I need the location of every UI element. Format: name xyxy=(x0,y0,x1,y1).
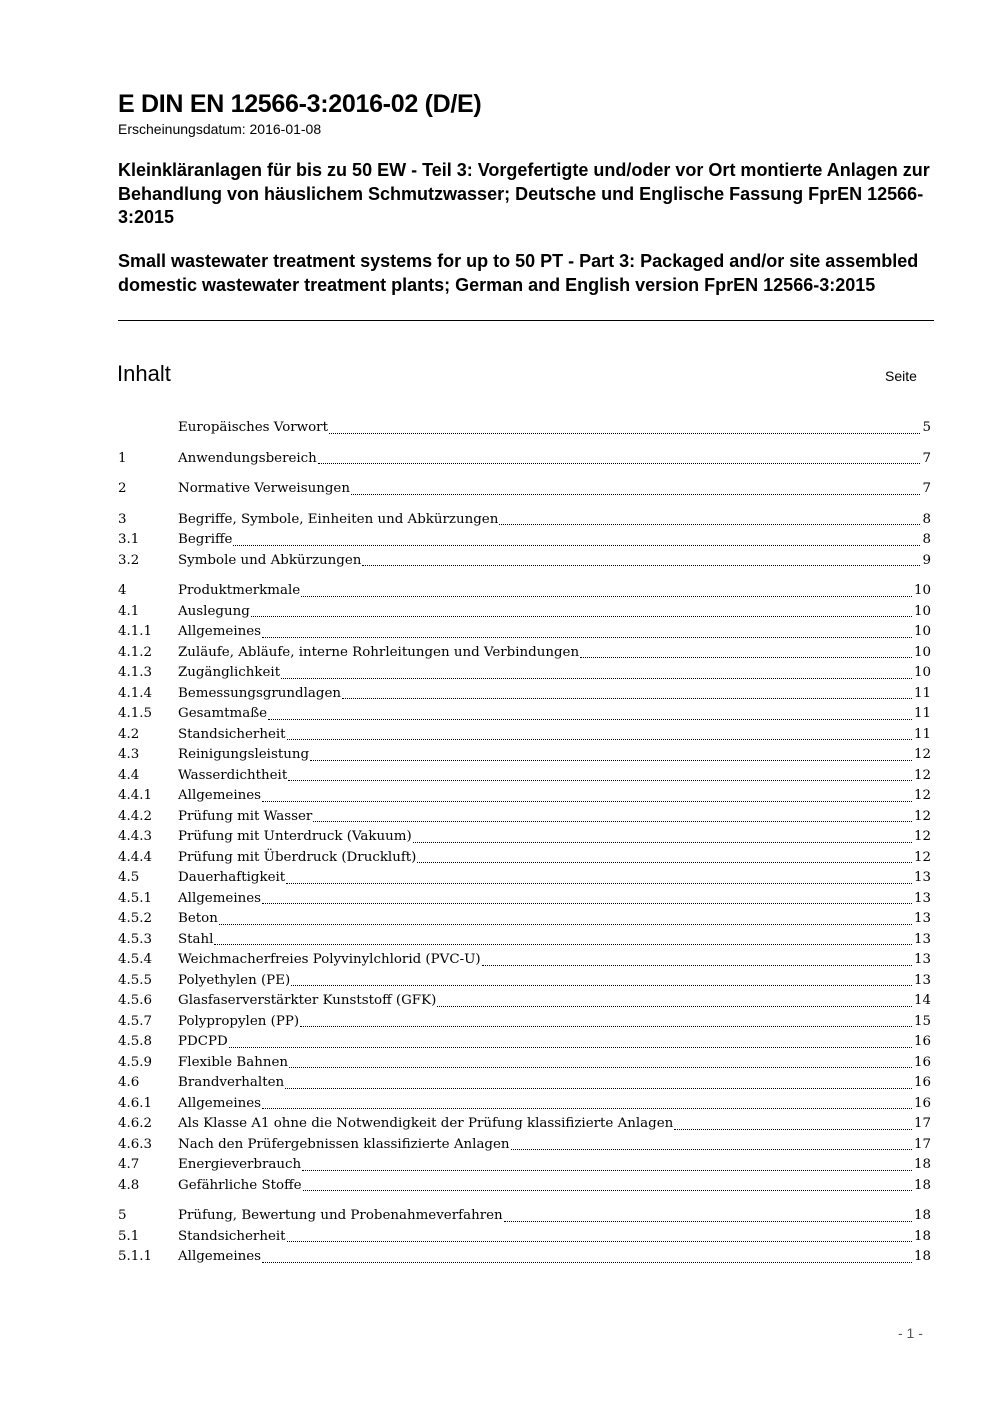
toc-entry-title[interactable]: Allgemeines xyxy=(178,1095,262,1111)
toc-entry[interactable] xyxy=(118,725,931,746)
toc-entry-title[interactable]: Wasserdichtheit xyxy=(178,767,288,783)
toc-entry-title[interactable]: Begriffe, Symbole, Einheiten und Abkürzungen xyxy=(178,511,499,527)
toc-entry-number: 4.5.3 xyxy=(118,931,153,947)
toc-dot-leader xyxy=(511,1148,912,1150)
toc-dot-leader xyxy=(262,1107,912,1109)
toc-entry-title[interactable]: Glasfaserverstärkter Kunststoff (GFK) xyxy=(178,993,437,1008)
toc-entry-title[interactable]: Nach den Prüfergebnissen klassifizierte Anlagen xyxy=(178,1136,510,1152)
toc-entry[interactable] xyxy=(118,418,931,439)
toc-entry-title[interactable]: Zugänglichkeit xyxy=(178,665,281,680)
toc-entry[interactable] xyxy=(118,745,931,766)
toc-entry[interactable] xyxy=(118,1012,931,1033)
toc-entry[interactable] xyxy=(118,581,931,602)
toc-entry[interactable] xyxy=(118,622,931,643)
toc-dot-leader xyxy=(233,544,920,546)
toc-dot-leader xyxy=(362,564,920,566)
toc-entry-number: 5 xyxy=(118,1208,127,1223)
toc-dot-leader xyxy=(262,902,912,904)
toc-entry-title[interactable]: Allgemeines xyxy=(178,788,262,803)
toc-entry-number: 4.1.3 xyxy=(118,665,153,680)
toc-entry-page[interactable]: 13 xyxy=(913,890,931,906)
toc-entry-title[interactable]: Beton xyxy=(178,911,218,926)
toc-entry[interactable] xyxy=(118,684,931,705)
toc-entry-title[interactable]: Polypropylen (PP) xyxy=(178,1013,300,1029)
toc-entry-number: 4.5.4 xyxy=(118,952,153,967)
toc-entry[interactable] xyxy=(118,909,931,930)
toc-entry-title[interactable]: Allgemeines xyxy=(178,624,262,639)
toc-entry-page[interactable]: 15 xyxy=(913,1013,931,1029)
toc-entry[interactable] xyxy=(118,551,931,572)
toc-entry-title[interactable]: Prüfung, Bewertung und Probenahmeverfahren xyxy=(178,1208,503,1223)
toc-entry-title[interactable]: Produktmerkmale xyxy=(178,583,301,598)
toc-dot-leader xyxy=(262,1261,912,1263)
toc-entry-number: 3.1 xyxy=(118,532,140,547)
toc-dot-leader xyxy=(301,595,912,597)
toc-dot-leader xyxy=(318,462,921,464)
toc-dot-leader xyxy=(262,636,912,638)
toc-entry-page[interactable]: 12 xyxy=(913,849,931,865)
toc-dot-leader xyxy=(251,615,912,617)
toc-dot-leader xyxy=(580,656,912,658)
toc-entry-title[interactable]: Reinigungsleistung xyxy=(178,747,310,762)
toc-entry-number: 4.6 xyxy=(118,1075,140,1090)
toc-entry-number: 4.4.4 xyxy=(118,849,153,865)
toc-entry-number: 4.1.1 xyxy=(118,624,153,639)
toc-entry-page[interactable]: 5 xyxy=(922,420,931,435)
toc-dot-leader xyxy=(329,432,921,434)
toc-entry-number: 4.5.6 xyxy=(118,993,153,1008)
toc-entry-page[interactable]: 12 xyxy=(913,808,931,824)
toc-entry-number: 4.6.3 xyxy=(118,1136,153,1152)
toc-entry-page[interactable]: 18 xyxy=(913,1249,931,1264)
toc-dot-leader xyxy=(287,1240,912,1242)
toc-entry[interactable] xyxy=(118,848,931,869)
toc-entry-title[interactable]: Als Klasse A1 ohne die Notwendigkeit der Prüfung klassifizierte Anlagen xyxy=(178,1116,674,1131)
toc-dot-leader xyxy=(674,1128,912,1130)
publication-date: Erscheinungsdatum: 2016-01-08 xyxy=(118,121,322,137)
toc-entry-title[interactable]: Normative Verweisungen xyxy=(178,481,350,496)
toc-entry-number: 4.6.2 xyxy=(118,1116,153,1131)
toc-entry-page[interactable]: 12 xyxy=(913,767,931,783)
toc-entry-page[interactable]: 16 xyxy=(913,1075,931,1090)
toc-dot-leader xyxy=(281,677,912,679)
toc-entry-title[interactable]: Zuläufe, Abläufe, interne Rohrleitungen und Verbindungen xyxy=(178,644,580,660)
toc-dot-leader xyxy=(302,1169,912,1171)
toc-entry-number: 5.1 xyxy=(118,1228,140,1244)
toc-entry[interactable] xyxy=(118,643,931,664)
toc-entry-title[interactable]: Bemessungsgrundlagen xyxy=(178,685,342,701)
document-code: E DIN EN 12566-3:2016-02 (D/E) xyxy=(118,90,482,118)
toc-entry[interactable] xyxy=(118,1176,931,1197)
toc-entry-title[interactable]: Anwendungsbereich xyxy=(178,450,317,466)
toc-entry-page[interactable]: 13 xyxy=(913,870,931,885)
toc-entry[interactable] xyxy=(118,1206,931,1227)
toc-entry-title[interactable]: Europäisches Vorwort xyxy=(178,420,328,435)
toc-entry-page[interactable]: 13 xyxy=(913,972,931,988)
toc-dot-leader xyxy=(219,923,912,925)
toc-entry-page[interactable]: 17 xyxy=(913,1116,931,1131)
toc-entry-number: 4.7 xyxy=(118,1157,140,1172)
toc-entry[interactable] xyxy=(118,1155,931,1176)
toc-dot-leader xyxy=(310,759,912,761)
page-number: - 1 - xyxy=(898,1325,923,1341)
toc-dot-leader xyxy=(342,697,912,699)
toc-entry[interactable] xyxy=(118,807,931,828)
toc-entry-page[interactable]: 13 xyxy=(913,952,931,967)
toc-entry-number: 3 xyxy=(118,511,127,527)
toc-entry-number: 4 xyxy=(118,583,127,598)
toc-dot-leader xyxy=(286,882,912,884)
toc-dot-leader xyxy=(303,1189,912,1191)
toc-entry[interactable] xyxy=(118,991,931,1012)
toc-entry-page[interactable]: 16 xyxy=(913,1054,931,1070)
toc-entry-title[interactable]: Weichmacherfreies Polyvinylchlorid (PVC-U) xyxy=(178,952,481,967)
title-english: Small wastewater treatment systems for up to 50 PT - Part 3: Packaged and/or site assembled domestic wastewater treatment plants; German and English version FprEN 12566-3:2015 xyxy=(118,251,919,295)
toc-entry-page[interactable]: 18 xyxy=(913,1228,931,1244)
toc-entry-number: 3.2 xyxy=(118,552,140,568)
toc-entry-title[interactable]: Gesamtmaße xyxy=(178,706,268,721)
toc-entry-number: 4.4 xyxy=(118,767,140,783)
toc-entry-page[interactable]: 7 xyxy=(922,450,931,466)
toc-entry-title[interactable]: Auslegung xyxy=(178,603,250,619)
toc-entry-number: 4.5.8 xyxy=(118,1034,153,1049)
toc-entry-number: 4.8 xyxy=(118,1177,140,1193)
toc-entry-title[interactable]: PDCPD xyxy=(178,1034,228,1049)
toc-entry-number: 5.1.1 xyxy=(118,1249,153,1264)
toc-page-column-label: Seite xyxy=(885,368,917,384)
toc-entry-title[interactable]: Energieverbrauch xyxy=(178,1157,302,1172)
toc-entry-number: 4.5.1 xyxy=(118,890,153,906)
title-divider xyxy=(118,320,934,321)
toc-entry-title[interactable]: Polyethylen (PE) xyxy=(178,972,291,988)
toc-entry-number: 4.1.2 xyxy=(118,644,153,660)
toc-entry-number: 4.1.5 xyxy=(118,706,153,721)
toc-entry-number: 4.1 xyxy=(118,603,140,619)
toc-entry-number: 1 xyxy=(118,450,127,466)
toc-dot-leader xyxy=(289,1066,912,1068)
toc-entry-title[interactable]: Prüfung mit Unterdruck (Vakuum) xyxy=(178,829,412,844)
toc-entry[interactable] xyxy=(118,786,931,807)
toc-entry[interactable] xyxy=(118,479,931,500)
toc-dot-leader xyxy=(268,718,912,720)
toc-dot-leader xyxy=(214,943,912,945)
toc-entry-number: 4.1.4 xyxy=(118,685,153,701)
toc-entry-page[interactable]: 16 xyxy=(913,1034,931,1049)
toc-entry[interactable] xyxy=(118,704,931,725)
toc-entry-title[interactable]: Allgemeines xyxy=(178,890,262,906)
toc-entry-page[interactable]: 8 xyxy=(922,532,931,547)
toc-dot-leader xyxy=(287,738,912,740)
toc-entry[interactable] xyxy=(118,766,931,787)
toc-entry-title[interactable]: Prüfung mit Überdruck (Druckluft) xyxy=(178,849,417,865)
toc-entry-page[interactable]: 18 xyxy=(913,1208,931,1223)
toc-entry[interactable] xyxy=(118,1073,931,1094)
toc-entry-page[interactable]: 12 xyxy=(913,829,931,844)
toc-entry-page[interactable]: 12 xyxy=(913,747,931,762)
toc-entry-page[interactable]: 11 xyxy=(913,726,931,742)
toc-entry-number: 4.5.2 xyxy=(118,911,153,926)
toc-entry-page[interactable]: 11 xyxy=(913,706,931,721)
toc-entry-number: 4.4.2 xyxy=(118,808,153,824)
toc-entry-page[interactable]: 7 xyxy=(922,481,931,496)
title-german: Kleinkläranlagen für bis zu 50 EW - Teil 3: Vorgefertigte und/oder vor Ort montierte Anlagen zur Behandlung von häuslichem Schmutzwasser; Deutsche und Englische Fassung FprEN 12566-3:2015 xyxy=(118,160,930,227)
toc-entry[interactable] xyxy=(118,930,931,951)
toc-entry-page[interactable]: 10 xyxy=(913,665,931,680)
toc-entry-number: 4.5 xyxy=(118,870,140,885)
toc-entry[interactable] xyxy=(118,602,931,623)
toc-entry-page[interactable]: 12 xyxy=(913,788,931,803)
toc-entry-title[interactable]: Gefährliche Stoffe xyxy=(178,1177,302,1193)
toc-dot-leader xyxy=(300,1025,912,1027)
toc-entry-title[interactable]: Allgemeines xyxy=(178,1249,262,1264)
toc-dot-leader xyxy=(229,1046,912,1048)
toc-entry-page[interactable]: 10 xyxy=(913,583,931,598)
toc-entry[interactable] xyxy=(118,1053,931,1074)
toc-entry[interactable] xyxy=(118,1094,931,1115)
toc-entry[interactable] xyxy=(118,1227,931,1248)
toc-entry[interactable] xyxy=(118,530,931,551)
toc-entry[interactable] xyxy=(118,449,931,470)
toc-entry[interactable] xyxy=(118,971,931,992)
toc-entry-page[interactable]: 18 xyxy=(913,1177,931,1193)
toc-entry-title[interactable]: Standsicherheit xyxy=(178,726,286,742)
toc-dot-leader xyxy=(288,779,912,781)
toc-dot-leader xyxy=(413,841,912,843)
toc-entry-title[interactable]: Standsicherheit xyxy=(178,1228,286,1244)
toc-entry-number: 2 xyxy=(118,481,127,496)
toc-entry[interactable] xyxy=(118,1032,931,1053)
toc-dot-leader xyxy=(482,964,912,966)
toc-entry-number: 4.3 xyxy=(118,747,140,762)
table-of-contents xyxy=(118,418,931,1268)
toc-entry-page[interactable]: 11 xyxy=(913,685,931,701)
toc-dot-leader xyxy=(313,820,912,822)
toc-entry[interactable] xyxy=(118,889,931,910)
toc-entry-title[interactable]: Symbole und Abkürzungen xyxy=(178,552,362,568)
toc-entry-title[interactable]: Prüfung mit Wasser xyxy=(178,808,313,824)
toc-entry-title[interactable]: Dauerhaftigkeit xyxy=(178,870,286,885)
toc-entry-page[interactable]: 8 xyxy=(922,511,931,527)
toc-entry-page[interactable]: 10 xyxy=(913,644,931,660)
toc-entry-number: 4.5.5 xyxy=(118,972,153,988)
toc-entry-page[interactable]: 18 xyxy=(913,1157,931,1172)
toc-entry-page[interactable]: 16 xyxy=(913,1095,931,1111)
toc-entry-number: 4.5.7 xyxy=(118,1013,153,1029)
toc-entry-title[interactable]: Brandverhalten xyxy=(178,1075,285,1090)
toc-dot-leader xyxy=(262,800,912,802)
toc-entry-page[interactable]: 10 xyxy=(913,603,931,619)
toc-dot-leader xyxy=(351,493,921,495)
toc-entry[interactable] xyxy=(118,868,931,889)
toc-entry-number: 4.6.1 xyxy=(118,1095,153,1111)
toc-entry-number: 4.4.3 xyxy=(118,829,153,844)
toc-dot-leader xyxy=(504,1220,912,1222)
toc-entry-title[interactable]: Stahl xyxy=(178,931,214,947)
toc-dot-leader xyxy=(285,1087,912,1089)
toc-entry-number: 4.2 xyxy=(118,726,140,742)
toc-entry[interactable] xyxy=(118,1114,931,1135)
toc-entry[interactable] xyxy=(118,950,931,971)
toc-entry[interactable] xyxy=(118,1247,931,1268)
toc-entry-page[interactable]: 13 xyxy=(913,931,931,947)
toc-entry-number: 4.5.9 xyxy=(118,1054,153,1070)
toc-entry-page[interactable]: 13 xyxy=(913,911,931,926)
toc-dot-leader xyxy=(499,523,920,525)
toc-entry-page[interactable]: 17 xyxy=(913,1136,931,1152)
toc-dot-leader xyxy=(291,984,912,986)
toc-entry-title[interactable]: Begriffe xyxy=(178,532,233,547)
toc-dot-leader xyxy=(417,861,912,863)
toc-dot-leader xyxy=(437,1005,912,1007)
toc-heading: Inhalt xyxy=(117,361,171,386)
toc-entry-page[interactable]: 10 xyxy=(913,624,931,639)
toc-entry[interactable] xyxy=(118,663,931,684)
toc-entry[interactable] xyxy=(118,510,931,531)
toc-entry[interactable] xyxy=(118,827,931,848)
toc-entry-number: 4.4.1 xyxy=(118,788,153,803)
toc-entry-page[interactable]: 9 xyxy=(922,552,931,568)
toc-entry-page[interactable]: 14 xyxy=(913,993,931,1008)
toc-entry-title[interactable]: Flexible Bahnen xyxy=(178,1054,288,1070)
toc-entry[interactable] xyxy=(118,1135,931,1156)
